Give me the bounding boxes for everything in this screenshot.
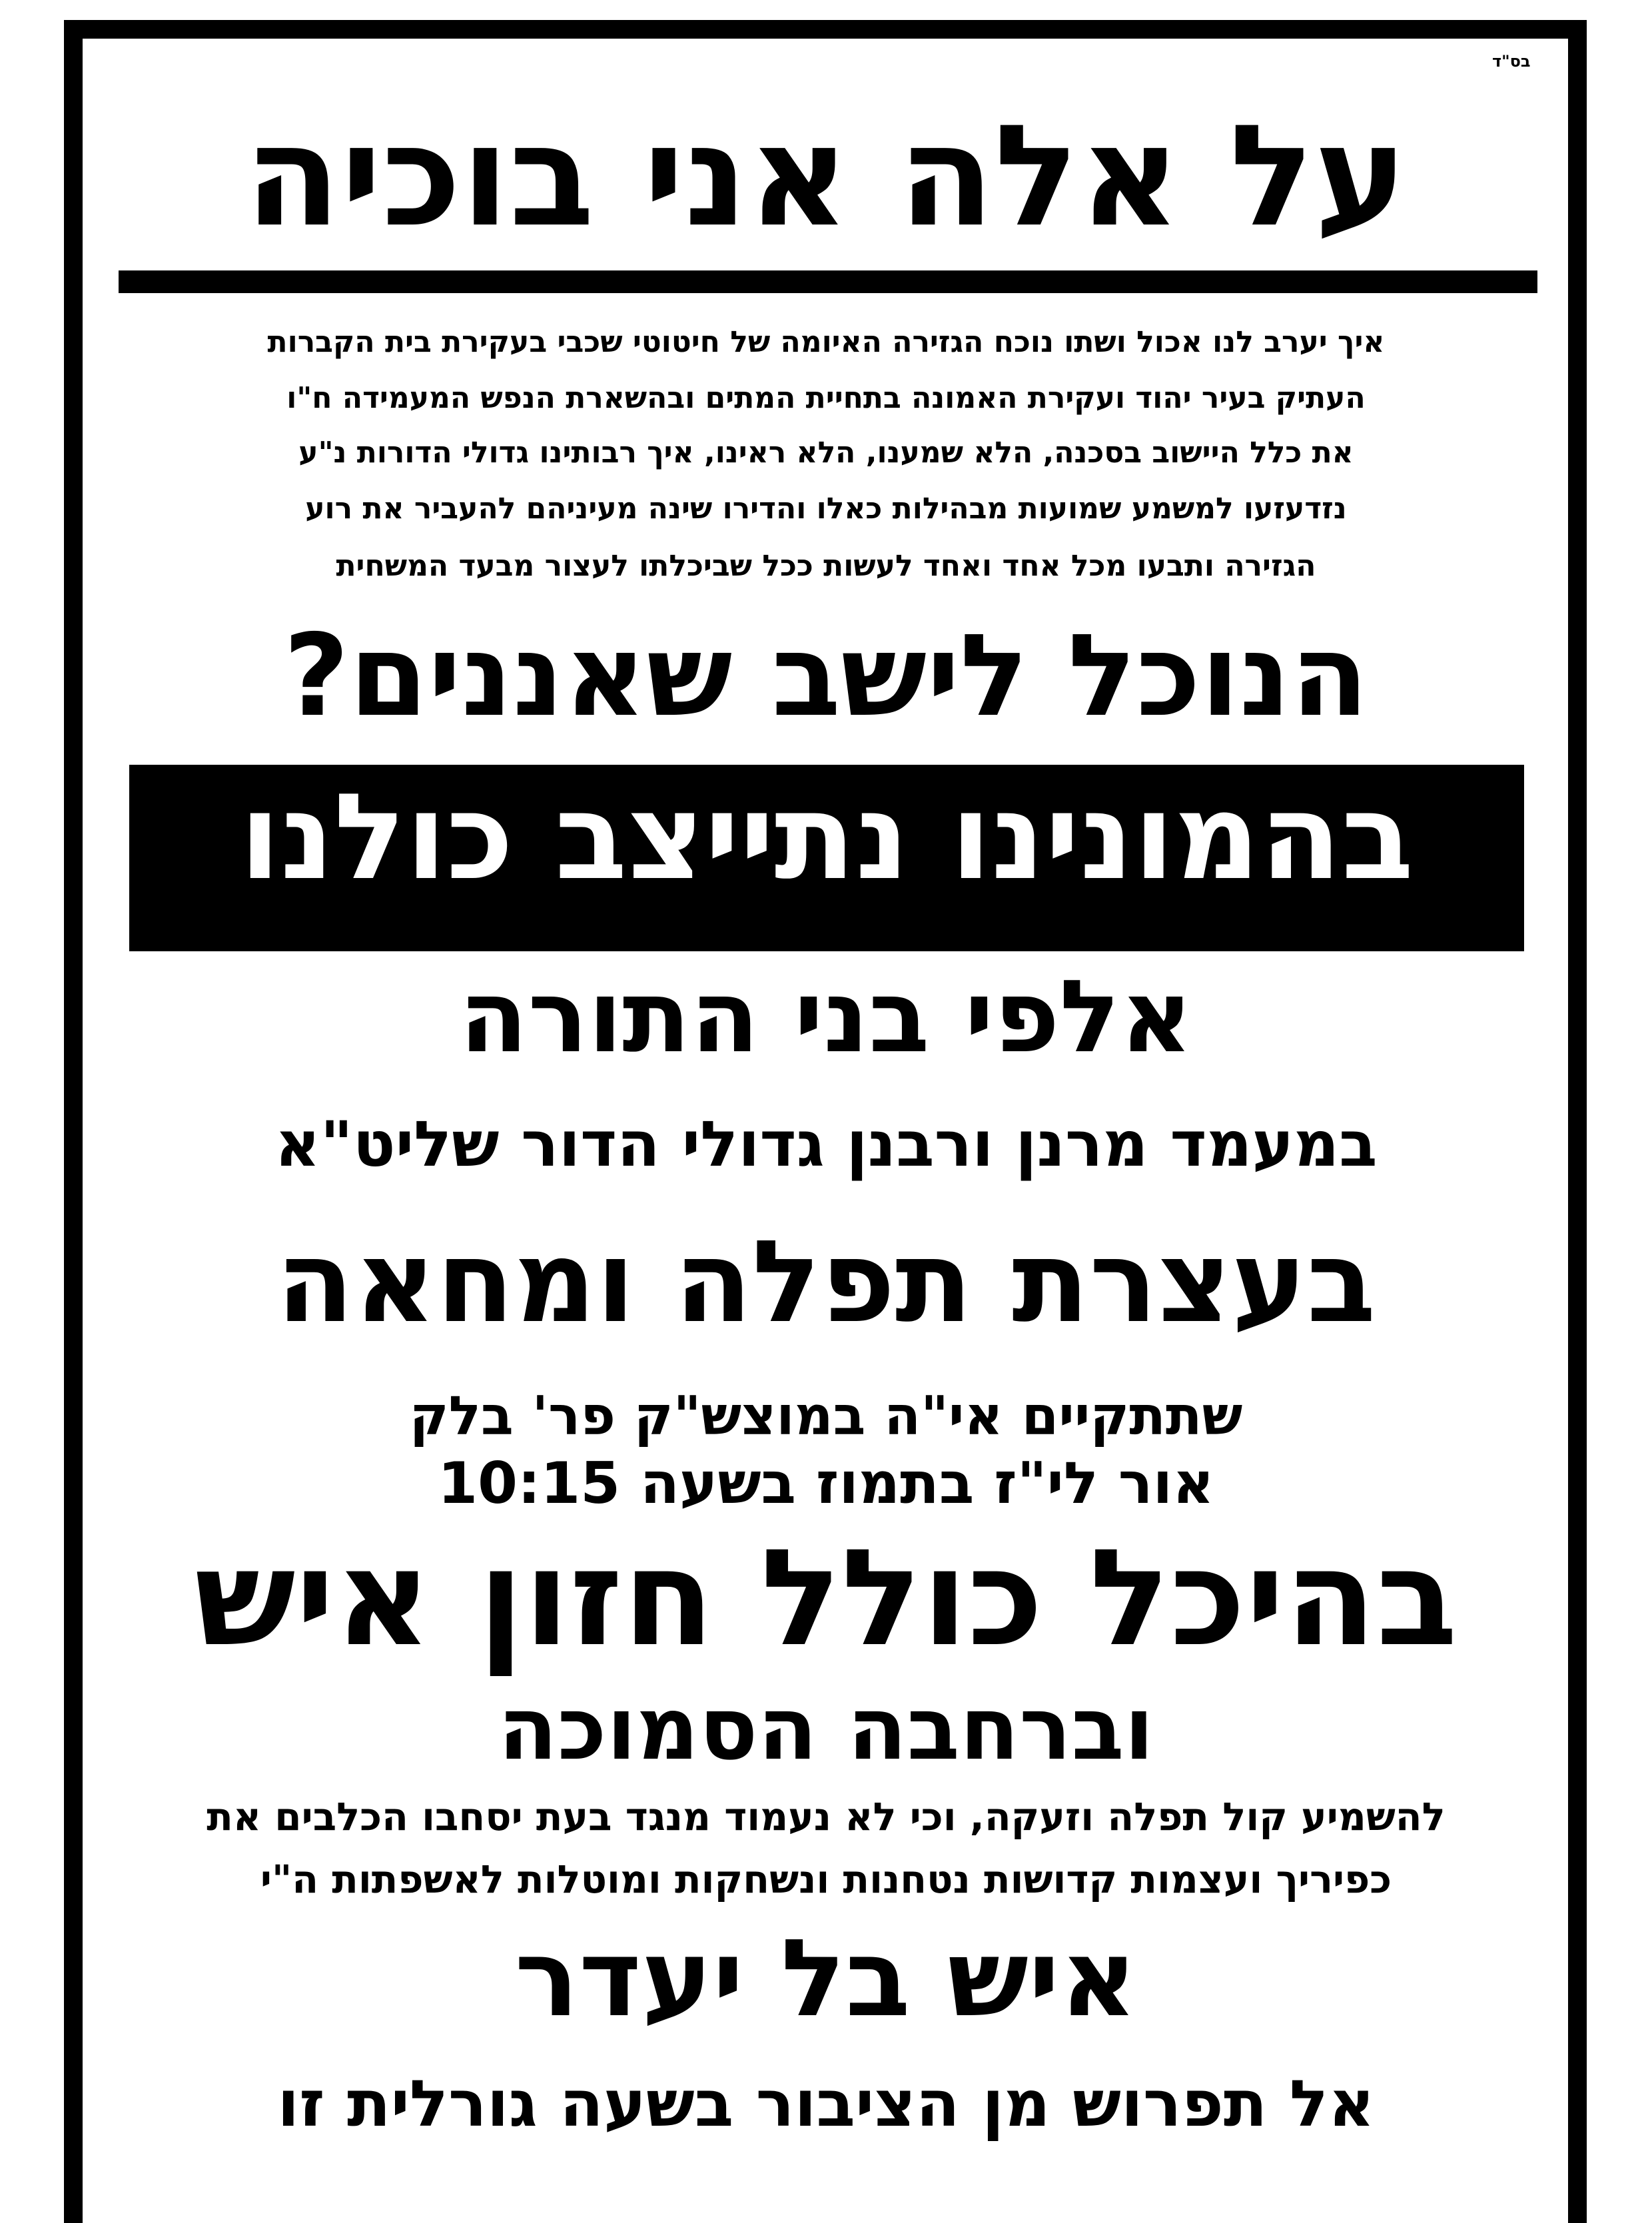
intro-line-5: הגזירה ותבעו מכל אחד ואחד לעשות ככל שביכלתו לעצור מבעד המשחית bbox=[336, 549, 1316, 583]
banner-text: בהמונינו נתייצב כולנו bbox=[239, 768, 1414, 906]
question-headline: הנוכל לישב שאננים? bbox=[283, 610, 1369, 742]
intro-line-2: העתיק בעיר יהוד ועקירת האמונה בתחיית המתים ובהשארת הנפש המעמידה ח"ו bbox=[286, 381, 1366, 415]
title-underline bbox=[119, 270, 1537, 293]
time-line: אור לי"ז בתמוז בשעה 10:15 bbox=[438, 1450, 1214, 1517]
intro-line-1: איך יערב לנו אכול ושתו נוכח הגזירה האיומה של חיטוטי שכבי בעקירת בית הקברות bbox=[267, 325, 1385, 359]
no-one-absent-headline: איש בל יעדר bbox=[514, 1916, 1138, 2040]
banner-block bbox=[129, 765, 1524, 951]
venue-headline: בהיכל כולל חזון איש bbox=[194, 1521, 1458, 1676]
bsd-mark: בס"ד bbox=[1492, 52, 1531, 71]
call-line-1: להשמיע קול תפלה וזעקה, וכי לא נעמוד מנגד בעת יסחבו הכלבים את bbox=[206, 1794, 1446, 1839]
assembly-headline: בעצרת תפלה ומחאה bbox=[276, 1216, 1376, 1348]
square-line: וברחבה הסמוכה bbox=[498, 1678, 1154, 1779]
intro-line-4: נזדעזעו למשמע שמועות מבהילות כאלו והדירו שינה מעיניהם להעביר את רוע bbox=[305, 492, 1347, 526]
thousands-headline: אלפי בני התורה bbox=[459, 959, 1193, 1075]
closing-line: אל תפרוש מן הציבור בשעה גורלית זו bbox=[277, 2066, 1375, 2141]
call-line-2: כפיריך ועצמות קדושות נטחנות ונשחקות ומוטלות לאשפתות ה"י bbox=[260, 1857, 1392, 1902]
intro-line-3: את כלל היישוב בסכנה, הלא שמענו, הלא ראינו, איך רבותינו גדולי הדורות נ"ע bbox=[298, 436, 1354, 470]
presence-line: במעמד מרנן ורבנן גדולי הדור שליט"א bbox=[274, 1109, 1378, 1181]
location-line: שתתקיים אי"ה במוצש"ק פר' בלק bbox=[409, 1385, 1243, 1447]
poster-title: על אלה אני בוכיה bbox=[244, 95, 1408, 258]
